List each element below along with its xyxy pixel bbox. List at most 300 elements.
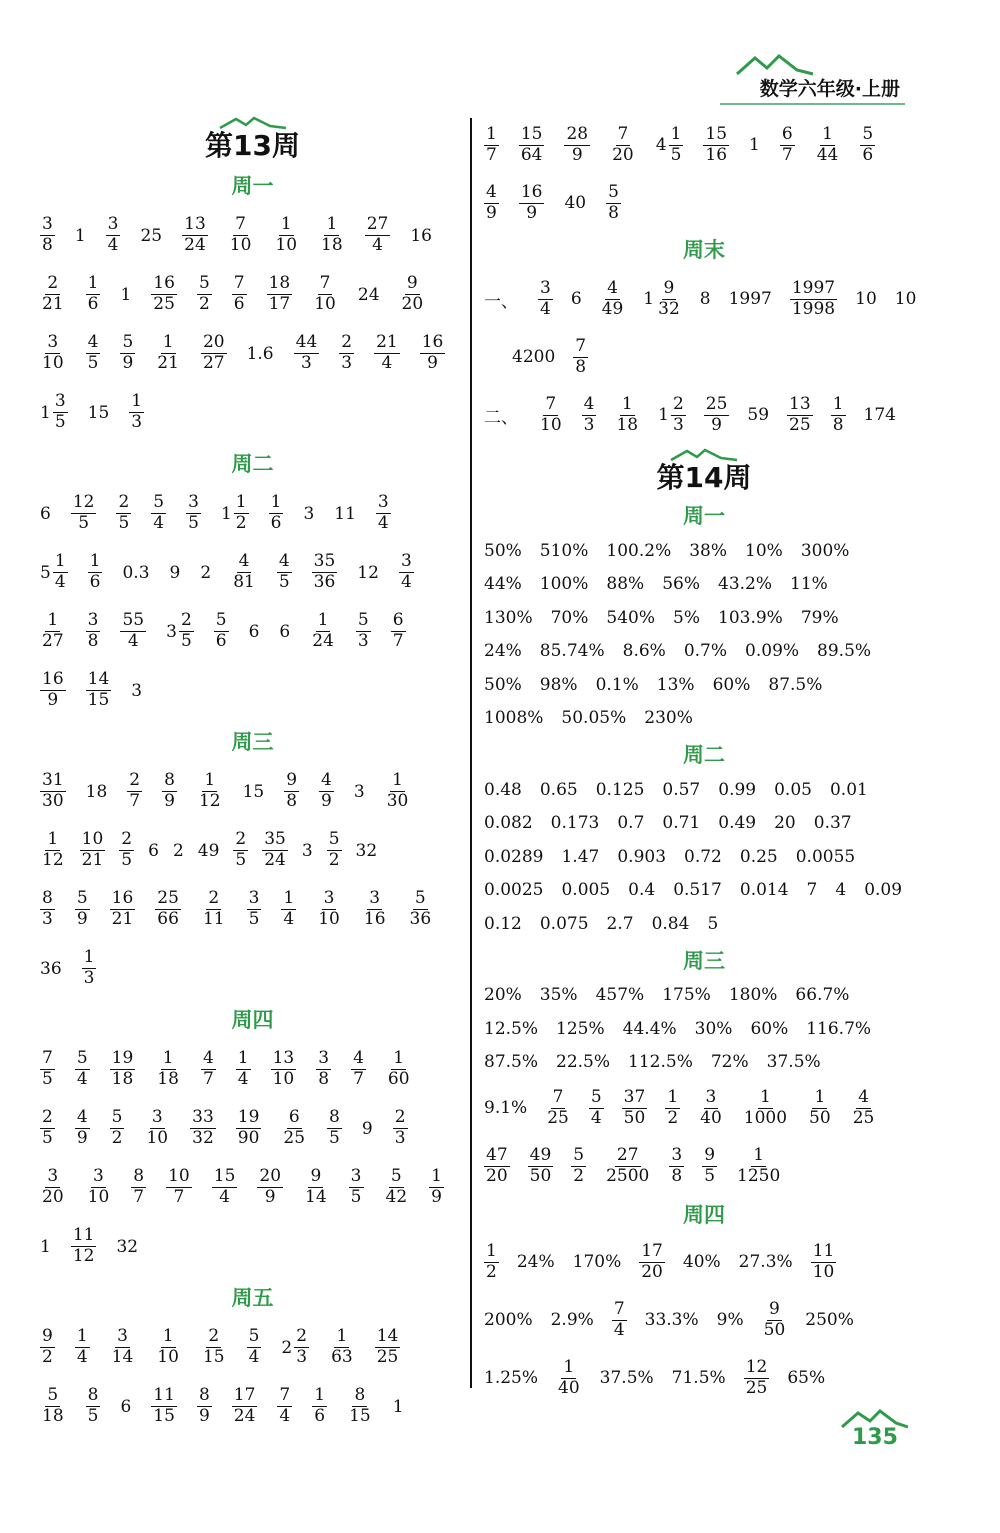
number-answer: 4 — [835, 880, 847, 901]
fraction: 1 1000 — [743, 1086, 788, 1128]
day-heading: 周二 — [231, 452, 274, 476]
fraction: 31 30 — [42, 770, 64, 811]
mixed-number: 4 1 5 — [655, 123, 682, 165]
fraction: 1 2 — [667, 1086, 679, 1128]
fraction: 55 4 — [122, 610, 145, 651]
fraction: 5 2 — [198, 273, 210, 314]
percent-answer: 50% — [484, 674, 522, 695]
fraction: 2 5 — [121, 829, 133, 870]
fraction: 9 20 — [401, 273, 424, 314]
percent-answer: 65% — [787, 1368, 826, 1388]
fraction: 6 7 — [392, 610, 404, 651]
number-answer: 15 — [87, 402, 110, 423]
answer-row — [40, 265, 465, 324]
number-answer: 3 — [301, 840, 313, 861]
day-heading: 周三 — [683, 948, 725, 973]
answer-row — [484, 840, 924, 874]
number-answer: 8 — [699, 289, 711, 309]
percent-answer: 79% — [800, 607, 839, 628]
left-column — [40, 116, 465, 1436]
number-answer: 0.12 — [484, 913, 522, 934]
number-answer: 4200 — [512, 347, 556, 367]
fraction: 6 7 — [781, 123, 793, 165]
fraction: 15 16 — [705, 123, 728, 165]
fraction: 5 9 — [122, 332, 134, 373]
mixed-number: 1 1 2 — [220, 492, 247, 533]
mixed-number: 2 2 3 — [281, 1326, 308, 1367]
number-answer: 20 — [774, 813, 796, 834]
percent-answer: 98% — [539, 674, 578, 695]
fraction: 9 8 — [286, 770, 298, 811]
percent-answer: 89.5% — [817, 641, 872, 662]
answer-row — [40, 1158, 465, 1217]
number-answer: 0.014 — [739, 880, 789, 901]
fraction: 8 9 — [164, 770, 175, 811]
answer-row — [484, 907, 924, 941]
fraction: 4 7 — [202, 1048, 214, 1089]
fraction: 5 3 — [357, 610, 369, 651]
number-answer: 0.173 — [550, 813, 600, 834]
fraction: 11 15 — [153, 1385, 175, 1426]
number-answer: 0.7 — [617, 813, 645, 834]
percent-answer: 9.1% — [484, 1098, 528, 1118]
fraction: 3 8 — [87, 610, 99, 651]
answer-row — [484, 979, 924, 1013]
percent-answer: 27.3% — [738, 1252, 793, 1272]
fraction: 20 9 — [259, 1166, 282, 1207]
percent-answer: 10% — [745, 540, 783, 561]
number-answer: 1 — [120, 284, 132, 305]
percent-answer: 12.5% — [484, 1018, 539, 1039]
fraction: 16 9 — [520, 181, 543, 223]
answer-row — [40, 1377, 465, 1436]
percent-answer: 11% — [790, 574, 828, 595]
percent-answer: 40% — [682, 1252, 721, 1272]
number-answer: 1 — [40, 1236, 51, 1257]
fraction: 9 14 — [305, 1166, 327, 1207]
percent-answer: 72% — [710, 1052, 749, 1073]
percent-answer: 88% — [606, 574, 645, 595]
answer-row — [484, 328, 924, 386]
fraction: 16 21 — [111, 888, 134, 929]
fraction: 4 9 — [486, 181, 497, 223]
number-answer: 6 — [120, 1396, 132, 1417]
number-answer: 6 — [570, 289, 582, 309]
fraction: 3 40 — [700, 1086, 722, 1128]
fraction: 3 5 — [188, 492, 199, 533]
number-answer: 2.7 — [606, 913, 634, 934]
answer-row — [484, 773, 924, 807]
fraction: 10 21 — [81, 829, 104, 870]
fraction: 13 25 — [789, 393, 811, 435]
fraction: 1 3 — [83, 947, 95, 988]
fraction: 1 8 — [832, 393, 844, 435]
percent-answer: 540% — [606, 607, 656, 628]
fraction: 1 63 — [331, 1326, 353, 1367]
number-answer: 3 — [353, 781, 365, 802]
number-answer: 32 — [116, 1236, 139, 1257]
mixed-number: 3 2 5 — [166, 610, 192, 651]
fraction: 4 7 — [353, 1048, 364, 1089]
answer-row — [40, 324, 465, 383]
fraction: 13 24 — [184, 214, 206, 255]
fraction: 5 2 — [328, 829, 340, 870]
answer-row — [484, 1079, 924, 1137]
percent-answer: 116.7% — [806, 1018, 872, 1039]
percent-answer: 112.5% — [628, 1052, 693, 1073]
number-answer: 10 — [855, 289, 877, 309]
fraction: 1997 1998 — [791, 277, 836, 319]
fraction: 3 10 — [146, 1107, 169, 1148]
fraction: 11 10 — [812, 1240, 835, 1282]
fraction: 5 18 — [42, 1385, 64, 1426]
fraction: 21 4 — [376, 332, 398, 373]
mixed-number: 1 3 5 — [40, 391, 66, 432]
day-heading: 周四 — [683, 1203, 725, 1227]
fraction: 4 9 — [76, 1107, 88, 1148]
fraction: 2 7 — [129, 770, 141, 811]
answer-row — [40, 821, 465, 880]
fraction: 4 9 — [321, 770, 332, 811]
number-answer: 0.25 — [739, 846, 778, 867]
number-answer: 0.84 — [651, 913, 690, 934]
fraction: 8 9 — [198, 1385, 210, 1426]
fraction: 1 10 — [275, 214, 298, 255]
number-answer: 0.09 — [864, 880, 903, 901]
percent-answer: 0.09% — [745, 641, 800, 662]
week-heading: 第13周 — [40, 116, 465, 164]
answer-row — [40, 661, 465, 720]
fraction: 1 12 — [42, 829, 64, 870]
number-answer: 0.05 — [774, 779, 812, 800]
percent-answer: 0.7% — [683, 641, 728, 662]
answer-row — [40, 484, 465, 543]
number-answer: 1997 — [728, 289, 772, 309]
answer-row — [40, 543, 465, 602]
answer-row — [40, 602, 465, 661]
percent-answer: 44% — [484, 574, 522, 595]
percent-answer: 5% — [673, 607, 700, 628]
number-answer: 7 — [806, 880, 818, 901]
fraction: 1 60 — [387, 1048, 410, 1089]
number-answer: 49 — [197, 840, 220, 861]
answer-row — [40, 383, 465, 442]
house-roof-decoration — [669, 448, 739, 462]
number-answer: 0.37 — [813, 813, 852, 834]
number-answer: 0.0055 — [795, 846, 856, 867]
percent-answer: 170% — [572, 1252, 622, 1272]
percent-answer: 60% — [712, 674, 751, 695]
fraction: 8 7 — [133, 1166, 145, 1207]
mixed-number: 1 9 32 — [643, 277, 680, 319]
answer-row — [40, 206, 465, 265]
number-answer: 1 — [74, 225, 86, 246]
fraction: 3 14 — [111, 1326, 134, 1367]
number-answer: 0.0025 — [484, 880, 544, 901]
number-answer: 12 — [357, 562, 379, 583]
day-heading: 周末 — [683, 238, 725, 262]
fraction: 7 8 — [575, 335, 587, 377]
fraction: 5 9 — [76, 888, 88, 929]
fraction: 4 49 — [601, 277, 624, 319]
fraction: 7 20 — [612, 123, 634, 165]
number-answer: 25 — [140, 225, 163, 246]
percent-answer: 8.6% — [622, 641, 666, 662]
answer-row — [484, 1233, 924, 1291]
fraction: 35 24 — [264, 829, 286, 870]
fraction: 2 15 — [202, 1326, 225, 1367]
fraction: 2 3 — [394, 1107, 406, 1148]
fraction: 35 36 — [313, 551, 336, 592]
fraction: 3 10 — [42, 332, 64, 373]
number-answer: 6 — [248, 621, 260, 642]
answer-row — [484, 1137, 924, 1195]
fraction: 3 16 — [363, 888, 386, 929]
percent-answer: 2.9% — [550, 1310, 594, 1330]
percent-answer: 9% — [716, 1310, 744, 1330]
percent-answer: 22.5% — [556, 1052, 611, 1073]
fraction: 5 6 — [215, 610, 227, 651]
percent-answer: 66.7% — [795, 985, 850, 1006]
fraction: 3 4 — [107, 214, 119, 255]
number-answer: 6 — [148, 840, 159, 861]
mixed-number: 5 1 4 — [40, 551, 66, 592]
fraction: 5 6 — [862, 123, 874, 165]
fraction: 17 24 — [233, 1385, 256, 1426]
page-number: 135 — [852, 1425, 898, 1450]
answer-row — [484, 116, 924, 174]
fraction: 1 18 — [321, 214, 343, 255]
number-answer: 0.71 — [662, 813, 701, 834]
fraction: 33 32 — [192, 1107, 214, 1148]
fraction: 2 5 — [42, 1107, 53, 1148]
number-answer: 32 — [355, 840, 378, 861]
fraction: 7 4 — [613, 1298, 625, 1340]
fraction: 10 7 — [168, 1166, 190, 1207]
percent-answer: 44.4% — [622, 1018, 677, 1039]
number-answer: 15 — [242, 781, 265, 802]
fraction: 8 5 — [329, 1107, 340, 1148]
fraction: 1 9 — [431, 1166, 442, 1207]
number-answer: 0.49 — [718, 813, 757, 834]
answer-row — [484, 807, 924, 841]
number-answer: 0.082 — [484, 813, 533, 834]
number-answer: 0.517 — [673, 880, 722, 901]
fraction: 27 4 — [366, 214, 389, 255]
percent-answer: 35% — [539, 985, 578, 1006]
answer-row — [40, 1217, 465, 1276]
percent-answer: 100% — [539, 574, 589, 595]
percent-answer: 100.2% — [606, 540, 672, 561]
day-heading: 周三 — [231, 730, 274, 754]
number-answer: 0.99 — [718, 779, 757, 800]
answer-row — [484, 668, 924, 702]
answer-row — [40, 1040, 465, 1099]
fraction: 3 4 — [400, 551, 412, 592]
answer-row — [484, 601, 924, 635]
fraction: 1 6 — [270, 492, 282, 533]
fraction: 4 5 — [278, 551, 290, 592]
percent-answer: 60% — [750, 1018, 789, 1039]
percent-answer: 125% — [556, 1018, 605, 1039]
number-answer: 3 — [131, 680, 143, 701]
fraction: 18 17 — [268, 273, 291, 314]
fraction: 7 6 — [233, 273, 245, 314]
percent-answer: 37.5% — [766, 1052, 821, 1073]
number-answer: 0.3 — [122, 562, 150, 583]
percent-answer: 43.2% — [718, 574, 773, 595]
number-answer: 0.903 — [617, 846, 667, 867]
percent-answer: 37.5% — [599, 1368, 654, 1388]
percent-answer: 20% — [484, 985, 522, 1006]
number-answer: 0.48 — [484, 779, 522, 800]
fraction: 7 25 — [547, 1086, 569, 1128]
answer-row — [484, 635, 924, 669]
fraction: 3 4 — [377, 492, 389, 533]
fraction: 4 3 — [583, 393, 595, 435]
fraction: 5 4 — [590, 1086, 602, 1128]
answer-row — [40, 939, 465, 998]
right-column — [484, 116, 924, 1407]
percent-answer: 103.9% — [718, 607, 783, 628]
answer-row — [40, 762, 465, 821]
percent-answer: 56% — [662, 574, 700, 595]
fraction: 5 4 — [153, 492, 165, 533]
fraction: 14 15 — [87, 669, 110, 710]
fraction: 5 8 — [608, 181, 619, 223]
week-heading: 第14周 — [484, 448, 924, 496]
percent-answer: 180% — [728, 985, 778, 1006]
fraction: 7 5 — [42, 1048, 53, 1089]
fraction: 1 30 — [386, 770, 409, 811]
number-answer: 3 — [303, 503, 315, 524]
fraction: 1 21 — [157, 332, 179, 373]
fraction: 16 9 — [42, 669, 64, 710]
fraction: 1 4 — [237, 1048, 249, 1089]
percent-answer: 85.74% — [539, 641, 605, 662]
fraction: 7 10 — [540, 393, 562, 435]
fraction: 8 15 — [349, 1385, 371, 1426]
number-answer: 0.72 — [684, 846, 722, 867]
fraction: 5 2 — [111, 1107, 123, 1148]
percent-answer: 50.05% — [561, 708, 627, 729]
day-heading: 周一 — [683, 504, 725, 528]
answer-row — [484, 1012, 924, 1046]
number-answer: 1.47 — [561, 846, 600, 867]
number-answer: 2 — [200, 562, 212, 583]
number-answer: 5 — [707, 913, 719, 934]
fraction: 44 3 — [295, 332, 318, 373]
answer-row — [40, 1099, 465, 1158]
number-answer: 24 — [357, 284, 380, 305]
fraction: 1 40 — [558, 1356, 580, 1398]
fraction: 1 7 — [486, 123, 497, 165]
fraction: 3 5 — [248, 888, 260, 929]
percent-answer: 33.3% — [644, 1310, 699, 1330]
number-answer: 1.6 — [246, 343, 274, 364]
percent-answer: 13% — [656, 674, 695, 695]
number-answer: 18 — [85, 781, 108, 802]
answer-row — [484, 386, 924, 444]
fraction: 3 20 — [42, 1166, 64, 1207]
percent-answer: 38% — [689, 540, 728, 561]
fraction: 3 8 — [42, 214, 53, 255]
day-heading: 周五 — [231, 1286, 274, 1310]
percent-answer: 24% — [484, 641, 522, 662]
percent-answer: 24% — [516, 1252, 555, 1272]
percent-answer: 1008% — [484, 708, 544, 729]
fraction: 4 81 — [233, 551, 255, 592]
question-number: 一、 — [484, 291, 518, 312]
fraction: 5 36 — [409, 888, 432, 929]
day-heading: 周二 — [683, 743, 725, 767]
answer-row — [484, 1291, 924, 1349]
answer-row — [40, 1318, 465, 1377]
fraction: 7 10 — [314, 273, 336, 314]
percent-answer: 200% — [484, 1310, 533, 1330]
fraction: 5 4 — [248, 1326, 260, 1367]
fraction: 1 44 — [816, 123, 839, 165]
number-answer: 1 — [749, 135, 760, 155]
number-answer: 0.01 — [829, 779, 868, 800]
answer-row — [484, 1349, 924, 1407]
number-answer: 59 — [747, 405, 770, 425]
fraction: 1 18 — [157, 1048, 179, 1089]
percent-answer: 1.25% — [484, 1368, 539, 1388]
answer-row — [484, 874, 924, 908]
percent-answer: 30% — [694, 1018, 733, 1039]
fraction: 9 2 — [42, 1326, 53, 1367]
answer-row — [484, 270, 924, 328]
fraction: 5 42 — [385, 1166, 408, 1207]
percent-answer: 87.5% — [768, 674, 823, 695]
number-answer: 0.0289 — [484, 846, 544, 867]
answer-row — [484, 702, 924, 736]
fraction: 19 18 — [111, 1048, 134, 1089]
fraction: 1 10 — [157, 1326, 179, 1367]
number-answer: 9 — [169, 562, 181, 583]
number-answer: 174 — [863, 405, 896, 425]
fraction: 2 11 — [202, 888, 225, 929]
fraction: 19 90 — [237, 1107, 260, 1148]
fraction: 49 50 — [529, 1144, 552, 1186]
fraction: 37 50 — [623, 1086, 646, 1128]
fraction: 25 66 — [157, 888, 179, 929]
fraction: 5 4 — [76, 1048, 88, 1089]
fraction: 3 8 — [318, 1048, 330, 1089]
fraction: 16 25 — [153, 273, 175, 314]
fraction: 6 25 — [283, 1107, 306, 1148]
answer-row — [484, 1046, 924, 1080]
fraction: 3 5 — [350, 1166, 362, 1207]
book-title-header: 数学六年级·上册 — [759, 78, 900, 100]
number-answer: 6 — [40, 503, 51, 524]
number-answer: 2 — [172, 840, 184, 861]
answer-row — [484, 568, 924, 602]
fraction: 9 5 — [704, 1144, 716, 1186]
fraction: 1 1250 — [737, 1144, 781, 1186]
fraction: 5 2 — [573, 1144, 585, 1186]
fraction: 3 10 — [318, 888, 340, 929]
number-answer: 11 — [334, 503, 356, 524]
fraction: 1 4 — [76, 1326, 88, 1367]
number-answer: 36 — [40, 958, 62, 979]
number-answer: 1 — [392, 1396, 404, 1417]
fraction: 1 27 — [42, 610, 64, 651]
fraction: 15 4 — [213, 1166, 236, 1207]
day-heading: 周一 — [231, 174, 274, 198]
fraction: 1 3 — [131, 391, 143, 432]
